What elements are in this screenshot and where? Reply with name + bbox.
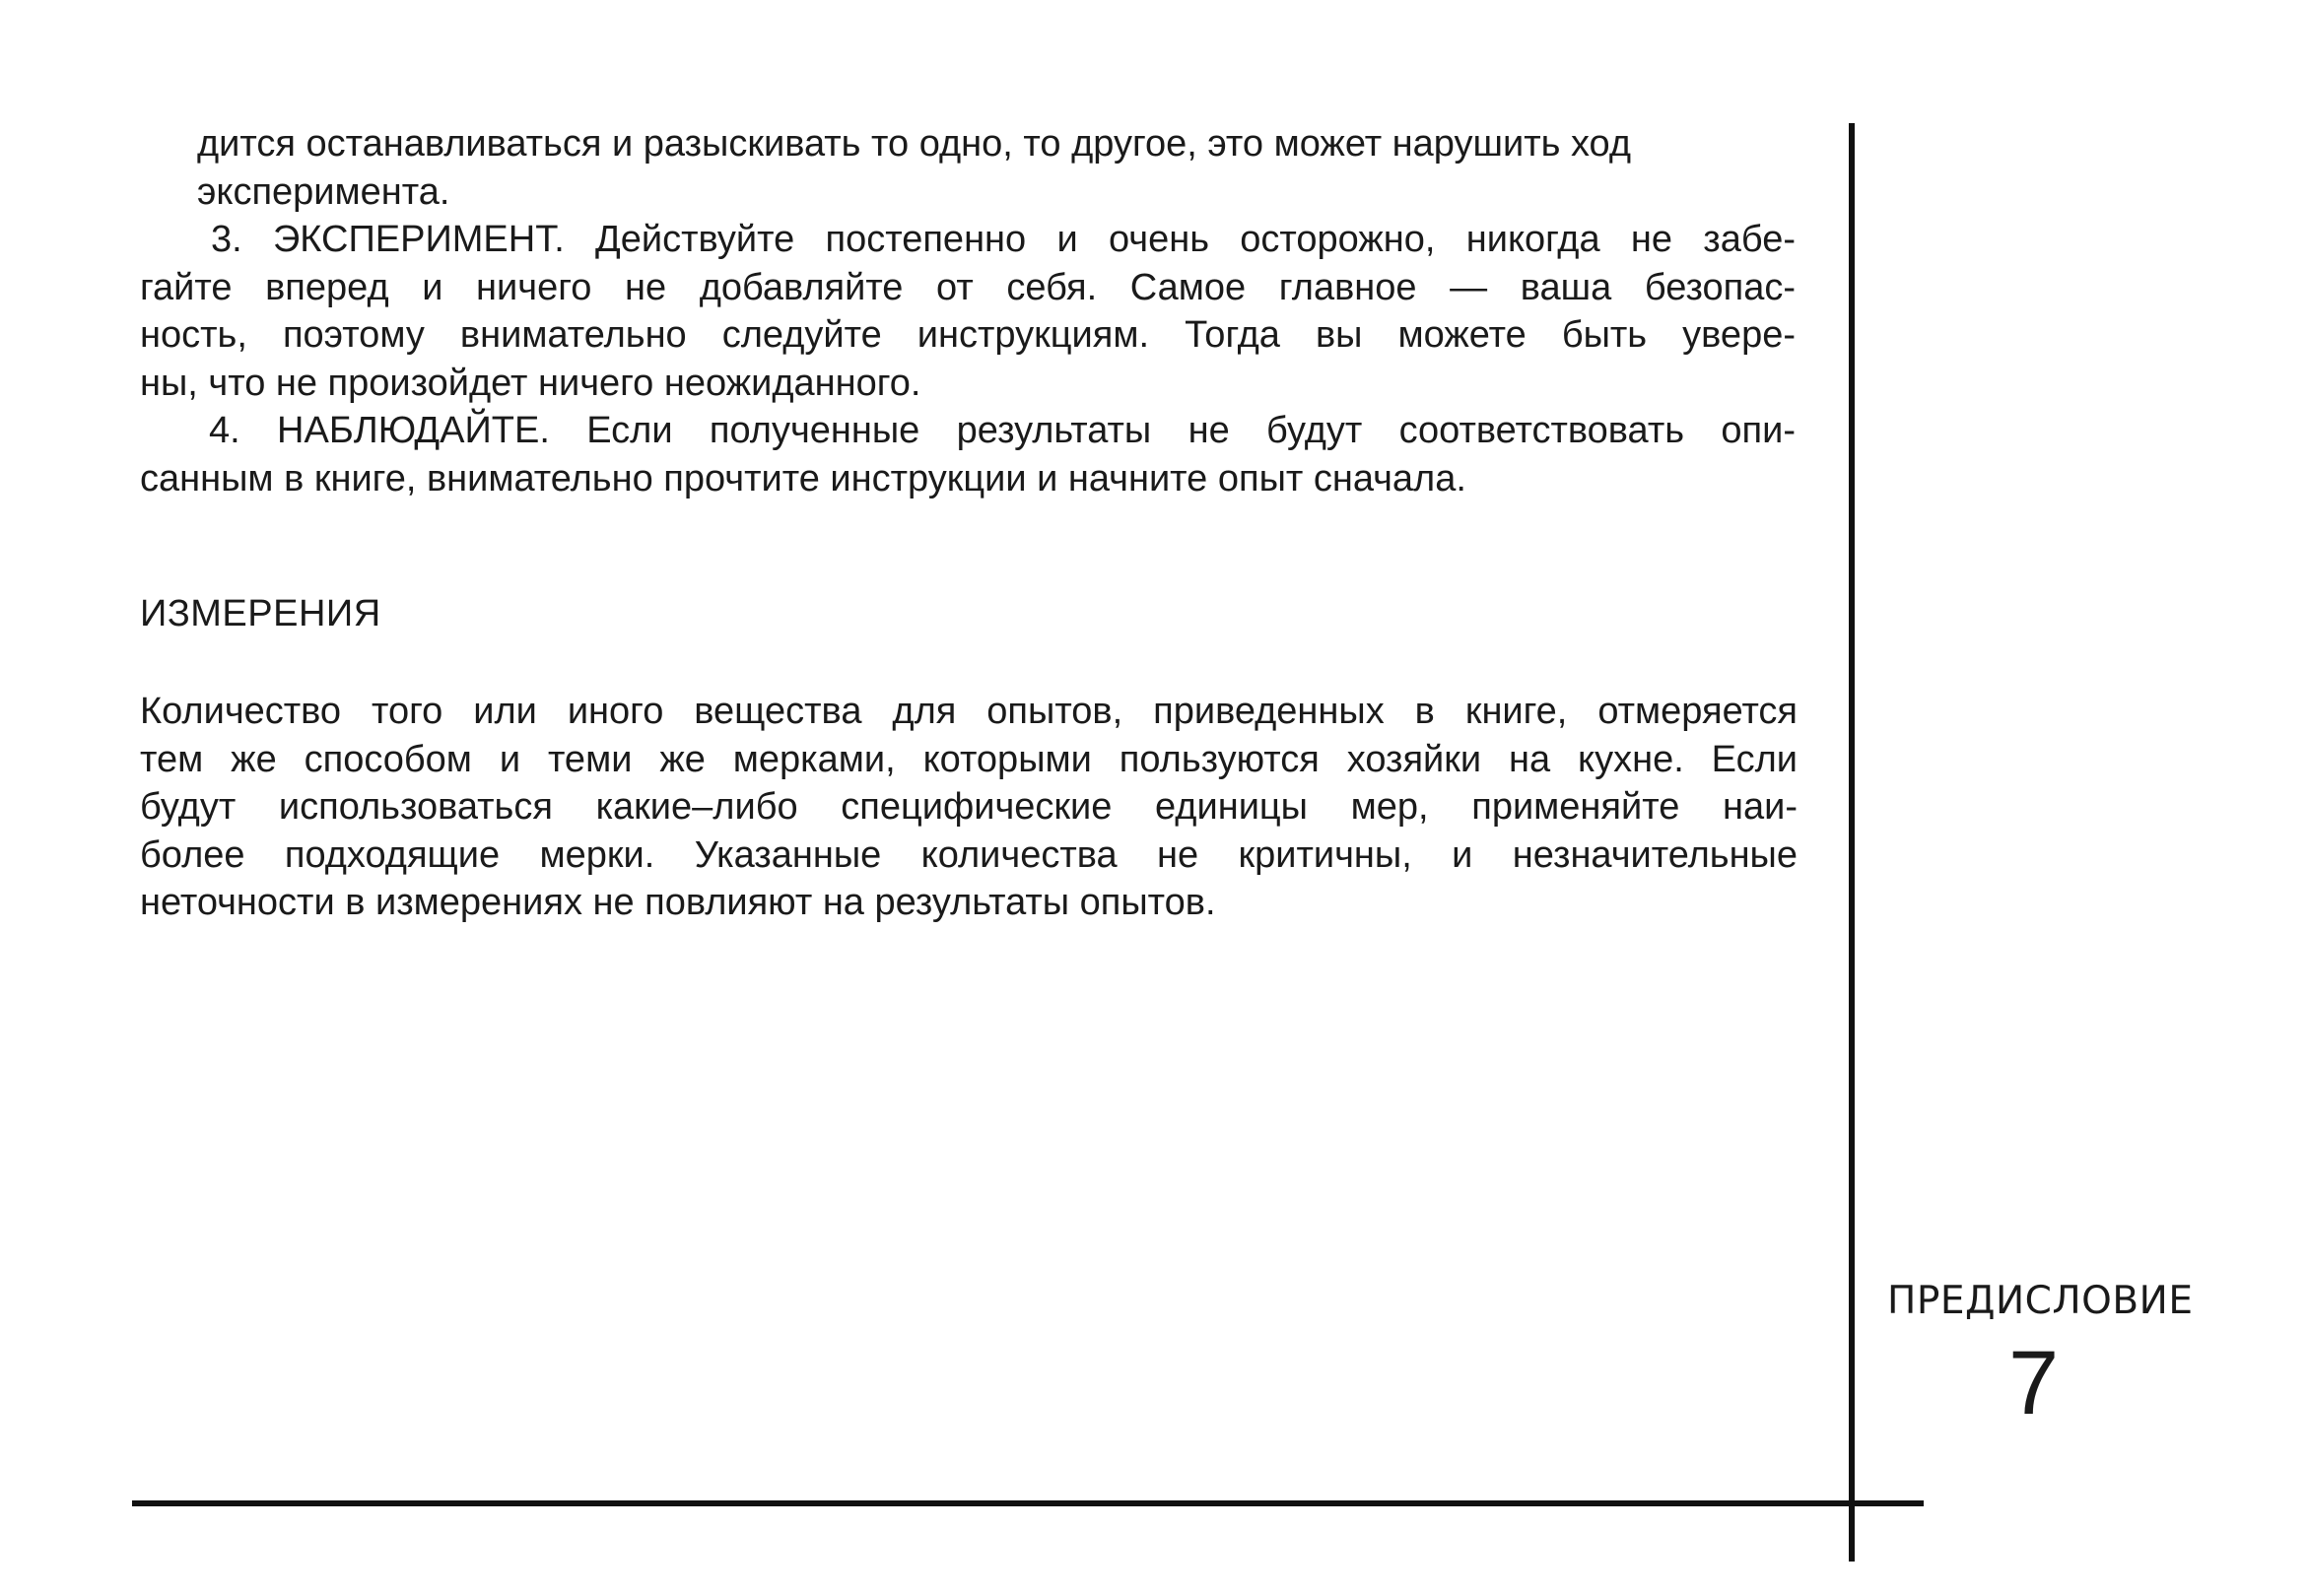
vertical-rule	[1849, 123, 1855, 1562]
page-number: 7	[2008, 1333, 2060, 1433]
text-line: будут использоваться какие–либо специфические единицы мер, применяйте наи-	[140, 786, 1798, 828]
instructions-text	[140, 120, 1796, 502]
running-header: ПРЕДИСЛОВИЕ	[1887, 1279, 2194, 1323]
text-line: дится останавливаться и разыскивать то одно, то другое, это может нарушить ход	[197, 123, 1632, 165]
text-line: тем же способом и теми же мерками, которыми пользуются хозяйки на кухне. Если	[140, 738, 1798, 780]
text-line: эксперимента.	[197, 170, 450, 213]
measurements-paragraph	[140, 688, 1798, 927]
section-heading: ИЗМЕРЕНИЯ	[140, 593, 381, 634]
text-line: более подходящие мерки. Указанные количества не критичны, и незначительные	[140, 833, 1798, 876]
text-line: гайте вперед и ничего не добавляйте от себя. Самое главное — ваша безопас-	[140, 266, 1796, 308]
text-line: ны, что не произойдет ничего неожиданного.	[140, 362, 921, 404]
text-line: Количество того или иного вещества для опытов, приведенных в книге, отмеряется	[140, 691, 1798, 732]
text-line: ность, поэтому внимательно следуйте инструкциям. Тогда вы можете быть увере-	[140, 314, 1796, 356]
text-line: 4. НАБЛЮДАЙТЕ. Если полученные результаты не будут соответствовать опи-	[209, 410, 1796, 451]
text-line: санным в книге, внимательно прочтите инструкции и начните опыт сначала.	[140, 457, 1466, 499]
text-line: неточности в измерениях не повлияют на результаты опытов.	[140, 882, 1216, 923]
horizontal-rule	[132, 1500, 1924, 1506]
text-line: 3. ЭКСПЕРИМЕНТ. Действуйте постепенно и очень осторожно, никогда не забе-	[211, 219, 1796, 260]
